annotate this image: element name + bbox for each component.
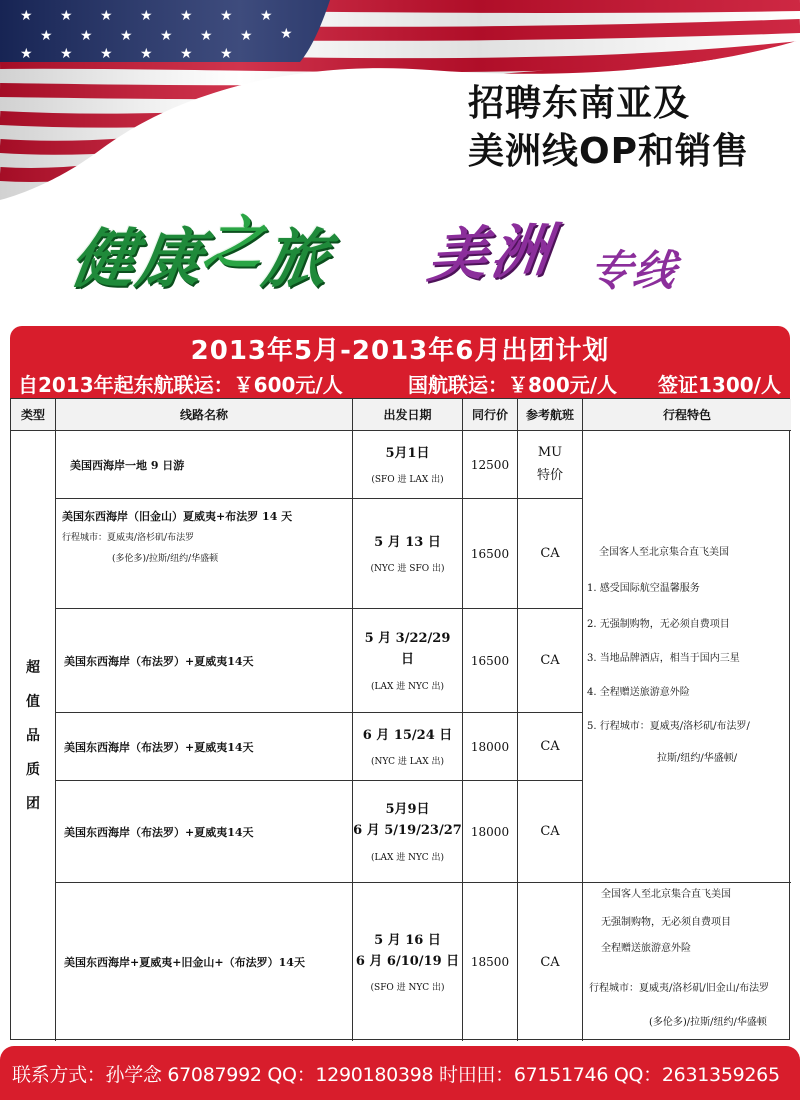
date-main: 5 月 3/22/29 (364, 631, 451, 647)
contact-info: 联系方式：孙学念 67087992 QQ：1290180398 时田田：67151746 QQ：2631359265 (12, 1064, 780, 1086)
type-char: 团 (26, 796, 40, 812)
table-row-airline: CA (518, 713, 583, 781)
recruit-heading-line2: 美洲线OP和销售 (468, 131, 749, 172)
table-row-price: 18000 (463, 781, 518, 883)
date-main: 5 月 16 日 (374, 932, 441, 948)
table-row-airline: CA (518, 499, 583, 609)
svg-text:★: ★ (220, 46, 233, 62)
date-note: (SFO 进 NYC 出) (370, 983, 445, 994)
svg-text:★: ★ (140, 46, 153, 62)
table-row-price: 16500 (463, 499, 518, 609)
features-block-b (583, 883, 791, 1041)
recruit-heading-line1: 招聘东南亚及 (468, 83, 691, 124)
features-block-a (583, 431, 791, 883)
table-row-airline: CA (518, 609, 583, 713)
svg-text:★: ★ (100, 8, 113, 24)
schedule-banner (10, 326, 790, 366)
table-row-date (353, 883, 463, 1041)
table-row-date (353, 431, 463, 499)
special-line-slogan: 专线 (585, 246, 682, 295)
date-note: (LAX 进 NYC 出) (370, 852, 445, 863)
svg-text:★: ★ (60, 8, 73, 24)
type-char: 质 (26, 762, 40, 778)
svg-text:★: ★ (180, 46, 193, 62)
table-row-route: 美国西海岸一地 9 日游 (56, 431, 353, 499)
table-row-price: 18000 (463, 713, 518, 781)
header-date: 出发日期 (353, 399, 463, 431)
table-row-date (353, 713, 463, 781)
date-note: (NYC 进 SFO 出) (370, 564, 445, 575)
health-tour-slogan (66, 208, 337, 300)
svg-text:★: ★ (220, 8, 233, 24)
type-char: 值 (26, 694, 40, 710)
contact-footer (0, 1046, 800, 1100)
svg-text:★: ★ (40, 28, 53, 44)
type-char: 品 (26, 728, 40, 744)
svg-text:★: ★ (60, 46, 73, 62)
fare-east-airlines: 自2013年起东航联运：￥600元/人 (18, 373, 343, 397)
feature-line: 2. 无强制购物，无必须自费项目 (587, 619, 730, 630)
svg-text:★: ★ (200, 28, 213, 44)
table-row-route: 美国东西海岸+夏威夷+旧金山+（布法罗）14天 (56, 883, 353, 1041)
table-row-price: 16500 (463, 609, 518, 713)
table-row-airline (518, 431, 583, 499)
date-main: 日 (400, 652, 414, 667)
feature-line: 3. 当地品牌酒店，相当于国内三星 (587, 653, 740, 664)
slogan-green-part-b: 之 (200, 209, 271, 277)
airline-code: MU (537, 445, 563, 461)
date-note: (SFO 进 LAX 出) (371, 475, 444, 486)
table-row-route: 美国东西海岸（布法罗）+夏威夷14天 (56, 713, 353, 781)
feature-line: 5. 行程城市：夏威夷/洛杉矶/布法罗/ (587, 721, 750, 732)
svg-text:★: ★ (240, 28, 253, 44)
feature-line: 全国客人至北京集合直飞美国 (601, 889, 731, 900)
feature-line: 全程赠送旅游意外险 (601, 943, 691, 954)
schedule-title: 2013年5月-2013年6月出团计划 (190, 336, 610, 366)
feature-line: 4. 全程赠送旅游意外险 (587, 687, 690, 698)
svg-text:★: ★ (100, 46, 113, 62)
header-price: 同行价 (463, 399, 518, 431)
route-title: 美国东西海岸（旧金山）夏威夷+布法罗 14 天 (62, 510, 293, 523)
header-features: 行程特色 (583, 399, 791, 431)
svg-text:★: ★ (280, 26, 293, 42)
table-row-route (56, 499, 353, 609)
fare-air-china: 国航联运：￥800元/人 (408, 373, 618, 397)
svg-text:★: ★ (160, 28, 173, 44)
header-airline: 参考航班 (518, 399, 583, 431)
svg-text:★: ★ (140, 8, 153, 24)
feature-line: 1. 感受国际航空温馨服务 (587, 583, 700, 594)
airline-note: 特价 (536, 467, 563, 483)
tour-schedule-table (10, 398, 790, 1040)
table-row-date (353, 609, 463, 713)
svg-text:★: ★ (260, 8, 273, 24)
table-row-airline: CA (518, 781, 583, 883)
svg-text:★: ★ (80, 28, 93, 44)
date-main: 5 月 13 日 (374, 534, 441, 550)
visa-fee: 签证1300/人 (658, 373, 781, 397)
feature-line: 拉斯/纽约/华盛顿/ (657, 753, 738, 764)
table-row-route: 美国东西海岸（布法罗）+夏威夷14天 (56, 781, 353, 883)
route-cities-cont: (多伦多)/拉斯/纽约/华盛顿 (112, 554, 219, 564)
table-row-date (353, 781, 463, 883)
svg-text:★: ★ (120, 28, 133, 44)
table-row-airline: CA (518, 883, 583, 1041)
svg-text:★: ★ (20, 8, 33, 24)
type-cell (11, 431, 56, 1041)
table-row-route: 美国东西海岸（布法罗）+夏威夷14天 (56, 609, 353, 713)
slogan-green-part-a: 健康 (65, 223, 209, 297)
svg-text:★: ★ (20, 46, 33, 62)
date-main: 6 月 5/19/23/27 (353, 823, 462, 838)
table-row-price: 12500 (463, 431, 518, 499)
date-main: 5月9日 (385, 802, 430, 818)
date-main: 5月1日 (385, 445, 430, 461)
feature-line: (多伦多)/拉斯/纽约/华盛顿 (649, 1017, 767, 1028)
date-note: (LAX 进 NYC 出) (370, 681, 445, 692)
header-route: 线路名称 (56, 399, 353, 431)
date-note: (NYC 进 LAX 出) (370, 757, 445, 768)
feature-line: 无强制购物，无必须自费项目 (601, 917, 731, 928)
slogan-green-part-c: 旅 (257, 223, 335, 297)
table-row-date (353, 499, 463, 609)
date-main: 6 月 15/24 日 (362, 727, 453, 743)
americas-slogan: 美洲 (424, 215, 559, 291)
fare-bar (10, 366, 790, 398)
table-row-price: 18500 (463, 883, 518, 1041)
feature-line: 行程城市：夏威夷/洛杉矶/旧金山/布法罗 (589, 983, 770, 994)
type-char: 超 (26, 660, 40, 676)
feature-line: 全国客人至北京集合直飞美国 (599, 547, 729, 558)
svg-text:★: ★ (180, 8, 193, 24)
route-cities: 行程城市：夏威夷/洛杉矶/布法罗 (62, 533, 195, 543)
header-type: 类型 (11, 399, 56, 431)
date-main: 6 月 6/10/19 日 (355, 953, 460, 969)
